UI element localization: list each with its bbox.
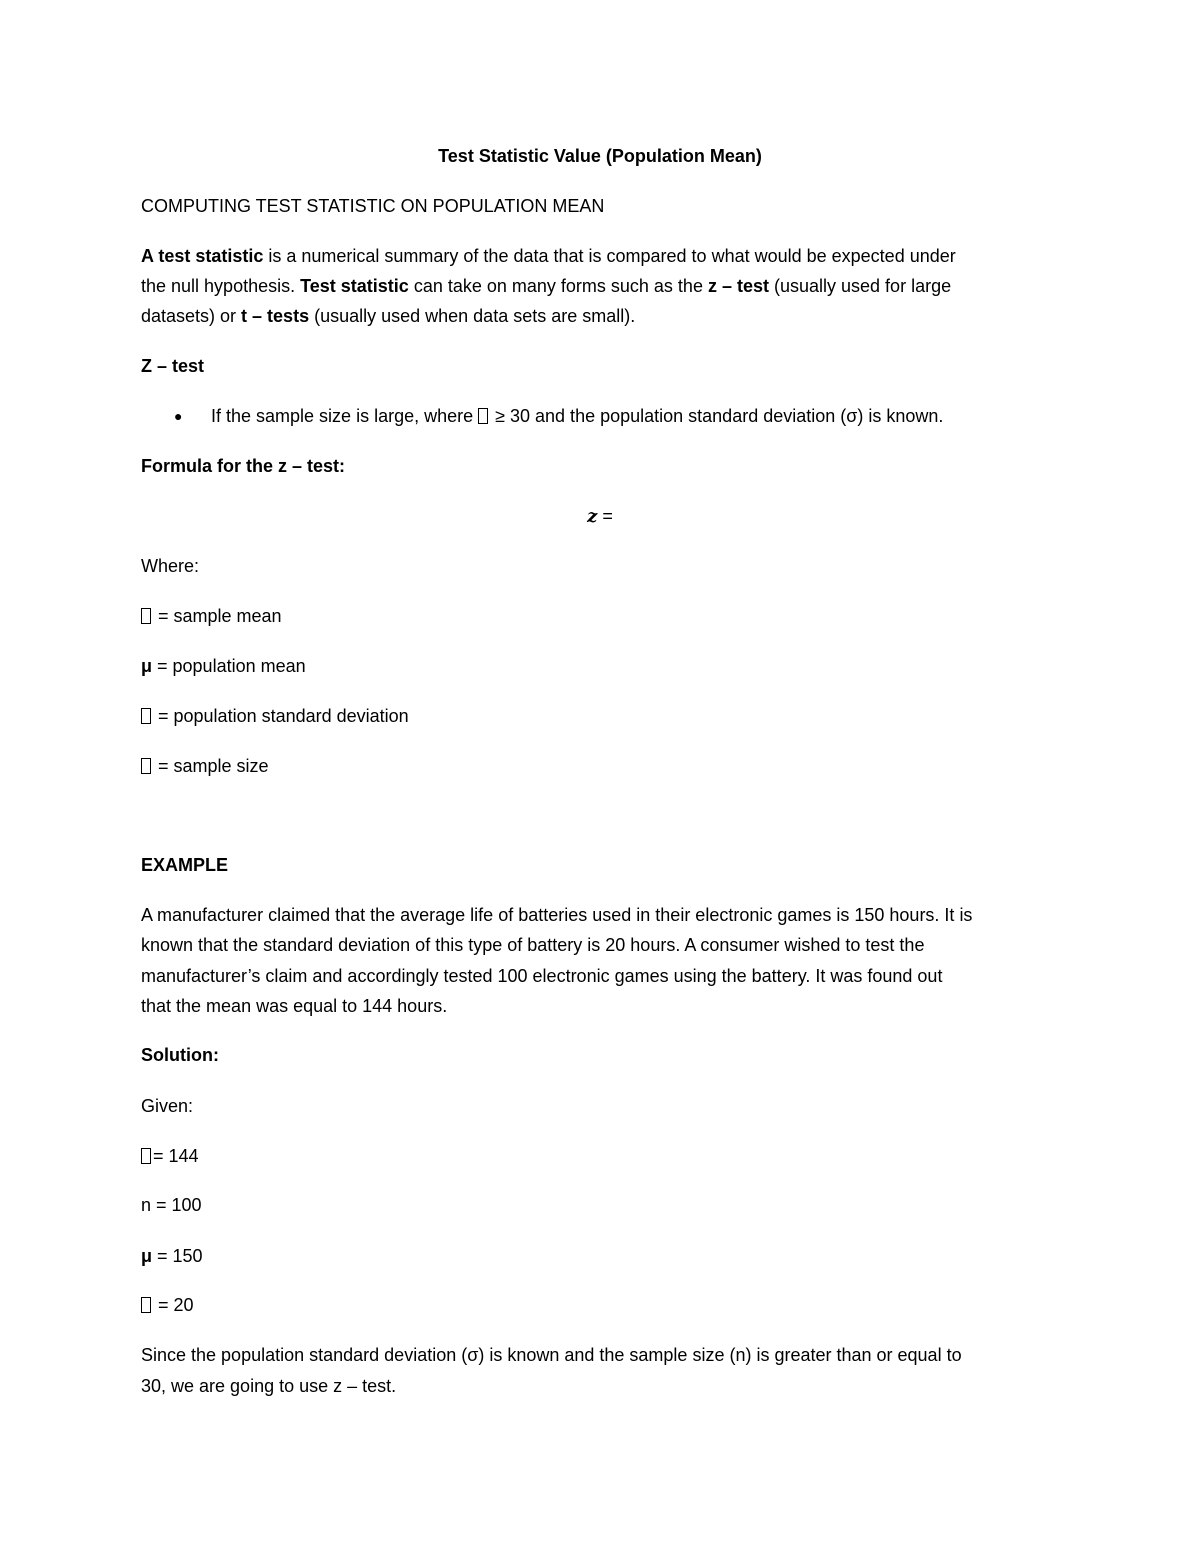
example-heading: EXAMPLE	[141, 855, 229, 875]
given-sigma: = 20	[141, 1290, 194, 1320]
definition-mu: μ = population mean	[141, 656, 306, 676]
intro-line-1: A test statistic is a numerical summary of the data that is compared to what would be expected under	[141, 246, 956, 266]
xbar-symbol-icon	[141, 1148, 151, 1164]
given-mu: μ = 150	[141, 1246, 203, 1266]
given-xbar: = 144	[141, 1141, 199, 1171]
ztest-heading: Z – test	[141, 356, 205, 376]
formula-heading: Formula for the z – test:	[141, 456, 346, 476]
term-test-statistic: A test statistic	[141, 246, 264, 266]
sigma-symbol-icon	[141, 708, 151, 724]
given-label: Given:	[141, 1096, 194, 1116]
conclusion-line-1: Since the population standard deviation (σ) is known and the sample size (n) is greater than or equal to	[141, 1345, 962, 1365]
bullet-dot-icon: ●	[174, 408, 183, 424]
ztest-condition: If the sample size is large, where ≥ 30 and the population standard deviation (σ) is known.	[211, 406, 944, 426]
given-n: n = 100	[141, 1195, 202, 1215]
definition-sigma: = population standard deviation	[141, 701, 409, 731]
n-symbol-icon	[478, 408, 488, 424]
example-line-2: known that the standard deviation of this type of battery is 20 hours. A consumer wished to test the	[141, 935, 925, 955]
formula: z =	[587, 506, 613, 527]
example-line-1: A manufacturer claimed that the average life of batteries used in their electronic games is 150 hours. It is	[141, 905, 973, 925]
example-line-4: that the mean was equal to 144 hours.	[141, 996, 448, 1016]
section-subtitle: COMPUTING TEST STATISTIC ON POPULATION MEAN	[141, 196, 605, 216]
sigma-symbol-icon	[141, 1297, 151, 1313]
conclusion-line-2: 30, we are going to use z – test.	[141, 1376, 397, 1396]
n-symbol-icon	[141, 758, 151, 774]
page-title: Test Statistic Value (Population Mean)	[438, 146, 762, 166]
intro-line-2: the null hypothesis. Test statistic can take on many forms such as the z – test (usually used for large	[141, 276, 952, 296]
intro-line-3: datasets) or t – tests (usually used when data sets are small).	[141, 306, 636, 326]
where-label: Where:	[141, 556, 200, 576]
definition-xbar: = sample mean	[141, 601, 282, 631]
xbar-symbol-icon	[141, 608, 151, 624]
solution-heading: Solution:	[141, 1045, 219, 1065]
example-line-3: manufacturer’s claim and accordingly tested 100 electronic games using the battery. It was found out	[141, 966, 943, 986]
definition-n: = sample size	[141, 751, 269, 781]
